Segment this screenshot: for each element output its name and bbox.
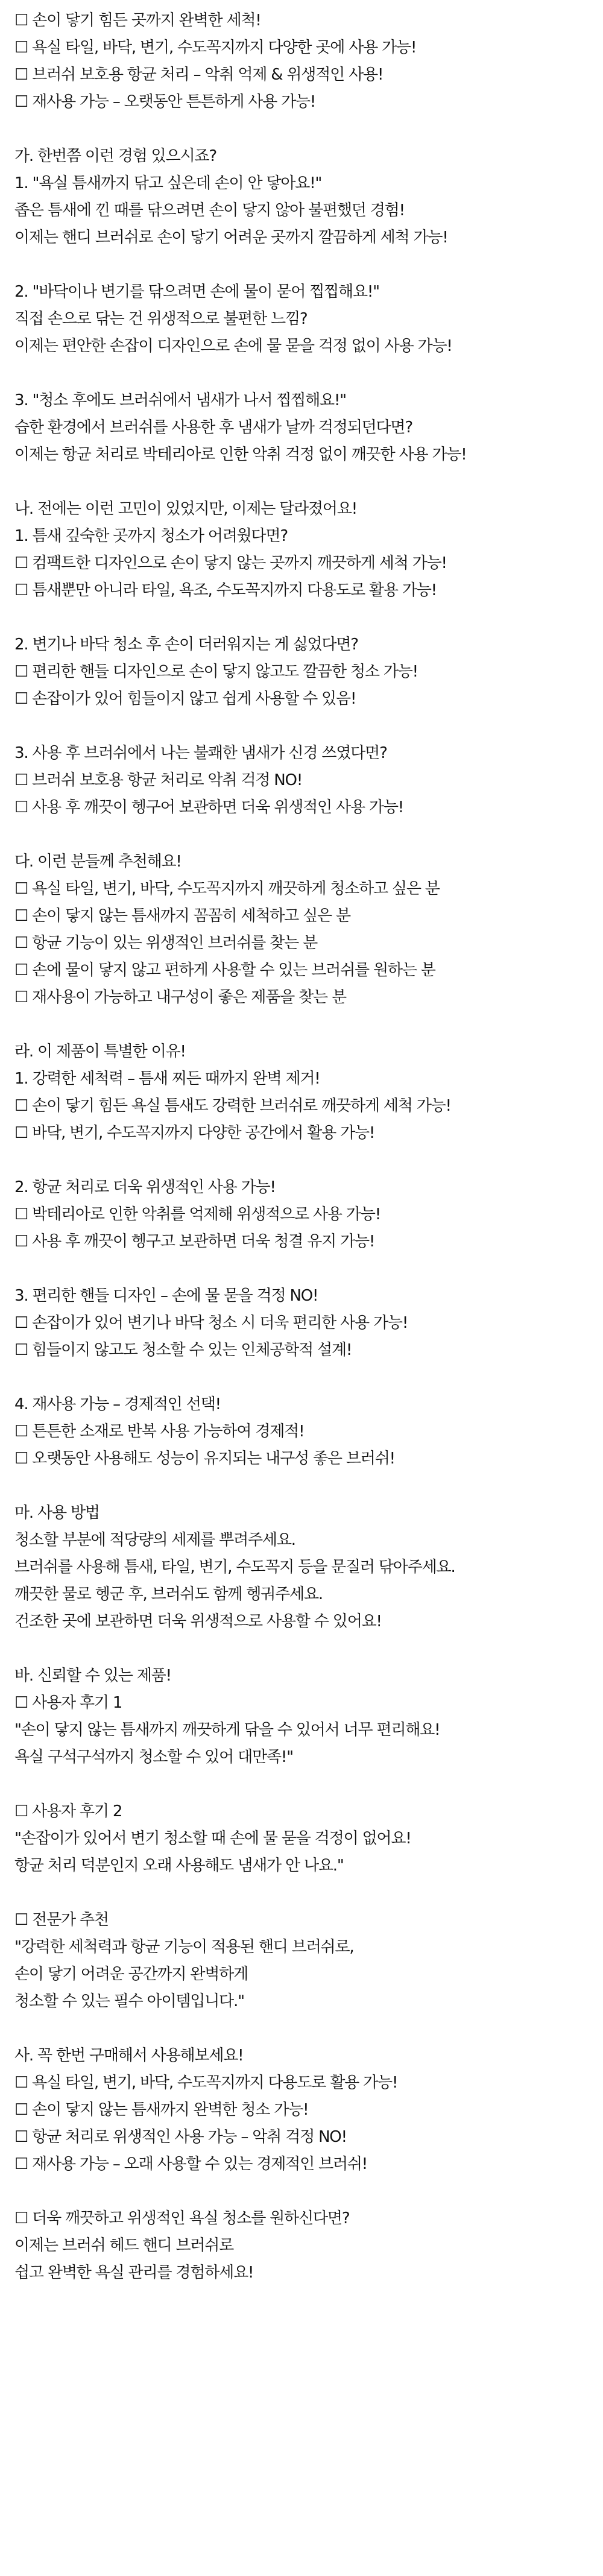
text-line: ☐ 오랫동안 사용해도 성능이 유지되는 내구성 좋은 브러쉬! [14,1450,395,1468]
text-line: ☐ 튼튼한 소재로 반복 사용 가능하여 경제적! [14,1422,305,1441]
text-line: ☐ 항균 처리로 위생적인 사용 가능 – 악취 걱정 NO! [14,2128,347,2146]
text-line: ☐ 컴팩트한 디자인으로 손이 닿지 않는 곳까지 깨끗하게 세척 가능! [14,554,447,572]
text-line: ☐ 욕실 타일, 변기, 바닥, 수도꼭지까지 깨끗하게 청소하고 싶은 분 [14,880,440,898]
text-line: 3. 사용 후 브러쉬에서 나는 불쾌한 냄새가 신경 쓰였다면? [14,744,387,762]
text-section [14,1174,603,1255]
text-line: ☐ 욕실 타일, 변기, 바닥, 수도꼭지까지 다용도로 활용 가능! [14,2074,398,2092]
text-line: "손이 닿지 않는 틈새까지 깨끗하게 닦을 수 있어서 너무 편리해요! [14,1721,440,1739]
text-line: ☐ 손이 닿기 힘든 곳까지 완벽한 세척! [14,11,261,30]
text-line: ☐ 사용자 후기 2 [14,1802,122,1820]
text-line: ☐ 손잡이가 있어 변기나 바닥 청소 시 더욱 편리한 사용 가능! [14,1314,408,1332]
text-line: ☐ 손이 닿기 힘든 욕실 틈새도 강력한 브러쉬로 깨끗하게 세척 가능! [14,1097,451,1115]
text-line: 이제는 편안한 손잡이 디자인으로 손에 물 묻을 걱정 없이 사용 가능! [14,337,452,355]
text-section [14,1391,603,1473]
text-line: ☐ 재사용이 가능하고 내구성이 좋은 제품을 찾는 분 [14,988,346,1006]
text-line: ☐ 손에 물이 닿지 않고 편하게 사용할 수 있는 브러쉬를 원하는 분 [14,961,435,979]
text-line: 청소할 수 있는 필수 아이템입니다." [14,1992,244,2010]
text-section [14,7,603,116]
text-section [14,848,603,1011]
text-line: "손잡이가 있어서 변기 청소할 때 손에 물 묻을 걱정이 없어요! [14,1829,411,1848]
text-line: 3. "청소 후에도 브러쉬에서 냄새가 나서 찝찝해요!" [14,391,346,409]
text-line: 바. 신뢰할 수 있는 제품! [14,1667,171,1685]
text-line: 3. 편리한 핸들 디자인 – 손에 물 묻을 걱정 NO! [14,1287,318,1305]
text-line: 다. 이런 분들께 추천해요! [14,853,182,871]
text-line: 좁은 틈새에 낀 때를 닦으려면 손이 닿지 않아 불편했던 경험! [14,201,405,219]
text-line: 깨끗한 물로 헹군 후, 브러쉬도 함께 헹궈주세요. [14,1585,323,1603]
text-line: ☐ 더욱 깨끗하고 위생적인 욕실 청소를 원하신다면? [14,2209,350,2227]
text-line: 1. 강력한 세척력 – 틈새 찌든 때까지 완벽 제거! [14,1070,320,1088]
text-line: 이제는 핸디 브러쉬로 손이 닿기 어려운 곳까지 깔끔하게 세척 가능! [14,229,448,247]
text-line: 쉽고 완벽한 욕실 관리를 경험하세요! [14,2264,254,2282]
text-section [14,2205,603,2287]
text-line: 청소할 부분에 적당량의 세제를 뿌려주세요. [14,1531,295,1549]
text-line: "강력한 세척력과 항균 기능이 적용된 핸디 브러쉬로, [14,1938,354,1956]
text-line: ☐ 바닥, 변기, 수도꼭지까지 다양한 공간에서 활용 가능! [14,1124,375,1142]
text-line: ☐ 항균 기능이 있는 위생적인 브러쉬를 찾는 분 [14,934,318,952]
text-line: 라. 이 제품이 특별한 이유! [14,1043,186,1061]
text-line: 직접 손으로 닦는 건 위생적으로 불편한 느낌? [14,310,308,328]
text-line: ☐ 전문가 추천 [14,1911,109,1929]
text-line: ☐ 사용자 후기 1 [14,1694,122,1712]
text-line: ☐ 틈새뿐만 아니라 타일, 욕조, 수도꼭지까지 다용도로 활용 가능! [14,581,437,599]
text-line: ☐ 손잡이가 있어 힘들이지 않고 쉽게 사용할 수 있음! [14,690,356,708]
text-section [14,1500,603,1635]
text-line: ☐ 편리한 핸들 디자인으로 손이 닿지 않고도 깔끔한 청소 가능! [14,663,418,681]
text-line: ☐ 재사용 가능 – 오래 사용할 수 있는 경제적인 브러쉬! [14,2155,368,2173]
text-line: 욕실 구석구석까지 청소할 수 있어 대만족!" [14,1748,293,1766]
text-section [14,1907,603,2015]
text-line: ☐ 손이 닿지 않는 틈새까지 완벽한 청소 가능! [14,2101,309,2119]
text-line: 건조한 곳에 보관하면 더욱 위생적으로 사용할 수 있어요! [14,1612,382,1631]
text-section [14,631,603,713]
text-line: 1. 틈새 깊숙한 곳까지 청소가 어려웠다면? [14,527,288,545]
text-line: 2. 변기나 바닥 청소 후 손이 더러워지는 게 싫었다면? [14,636,358,654]
text-line: ☐ 브러쉬 보호용 항균 처리로 악취 걱정 NO! [14,771,303,789]
text-section [14,2042,603,2178]
text-line: ☐ 사용 후 깨끗이 헹구고 보관하면 더욱 청결 유지 가능! [14,1233,375,1251]
text-line: 사. 꼭 한번 구매해서 사용해보세요! [14,2047,244,2065]
text-line: 4. 재사용 가능 – 경제적인 선택! [14,1395,221,1413]
text-line: ☐ 재사용 가능 – 오랫동안 튼튼하게 사용 가능! [14,93,316,111]
text-section [14,496,603,604]
text-line: ☐ 박테리아로 인한 악취를 억제해 위생적으로 사용 가능! [14,1205,380,1223]
text-section [14,1662,603,1771]
text-section [14,1038,603,1147]
text-line: ☐ 손이 닿지 않는 틈새까지 꼼꼼히 세척하고 싶은 분 [14,907,350,925]
text-line: ☐ 사용 후 깨끗이 헹구어 보관하면 더욱 위생적인 사용 가능! [14,798,403,816]
text-line: 이제는 브러쉬 헤드 핸디 브러쉬로 [14,2237,234,2255]
text-line: 손이 닿기 어려운 공간까지 완벽하게 [14,1965,248,1983]
text-section [14,740,603,821]
text-line: 2. 항균 처리로 더욱 위생적인 사용 가능! [14,1178,276,1196]
text-section [14,387,603,469]
text-section [14,143,603,251]
text-line: 브러쉬를 사용해 틈새, 타일, 변기, 수도꼭지 등을 문질러 닦아주세요. [14,1558,455,1576]
text-section [14,1283,603,1364]
text-line: 마. 사용 방법 [14,1504,99,1522]
text-line: 이제는 항균 처리로 박테리아로 인한 악취 걱정 없이 깨끗한 사용 가능! [14,446,467,464]
text-line: 나. 전에는 이런 고민이 있었지만, 이제는 달라졌어요! [14,500,357,518]
text-line: ☐ 브러쉬 보호용 항균 처리 – 악취 억제 & 위생적인 사용! [14,66,384,84]
text-line: 가. 한번쯤 이런 경험 있으시죠? [14,147,216,165]
text-line: 1. "욕실 틈새까지 닦고 싶은데 손이 안 닿아요!" [14,174,322,192]
text-section [14,279,603,360]
text-line: ☐ 힘들이지 않고도 청소할 수 있는 인체공학적 설계! [14,1341,352,1359]
text-line: ☐ 욕실 타일, 바닥, 변기, 수도꼭지까지 다양한 곳에 사용 가능! [14,39,417,57]
text-line: 항균 처리 덕분인지 오래 사용해도 냄새가 안 나요." [14,1857,344,1875]
text-line: 습한 환경에서 브러쉬를 사용한 후 냄새가 날까 걱정되던다면? [14,418,412,437]
text-line: 2. "바닥이나 변기를 닦으려면 손에 물이 묻어 찝찝해요!" [14,283,379,301]
text-section [14,1798,603,1880]
